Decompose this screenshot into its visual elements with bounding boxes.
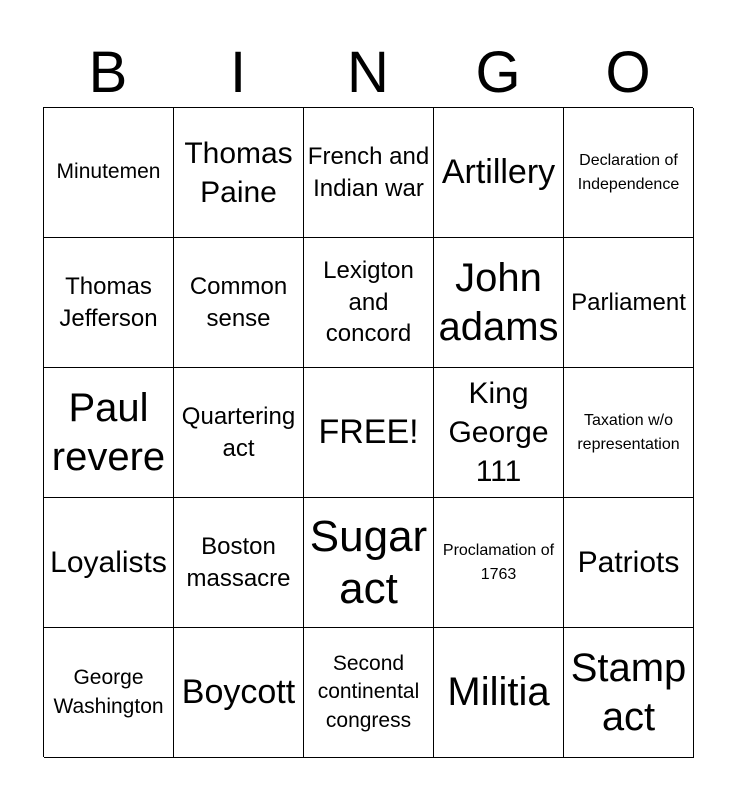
bingo-cell[interactable] [44,498,174,628]
cell-label: Lexigton and concord [323,256,414,348]
bingo-cell[interactable] [304,498,434,628]
bingo-cell[interactable] [434,108,564,238]
bingo-cell[interactable] [174,238,304,368]
cell-label: Thomas Paine [184,136,293,209]
cell-label: Declaration of Independence [577,152,680,193]
cell-label: French and Indian war [307,142,430,202]
bingo-cell[interactable] [564,238,694,368]
cell-label: Boycott [181,673,296,712]
free-space-label: FREE! [318,413,419,452]
bingo-header [43,40,693,106]
bingo-cell[interactable] [304,628,434,758]
bingo-cell[interactable] [304,108,434,238]
cell-label: George Washington [53,666,164,718]
cell-label: Second continental congress [317,651,420,732]
cell-label: Stamp act [570,645,687,739]
bingo-cell[interactable] [434,238,564,368]
cell-label: Loyalists [50,546,167,579]
bingo-cell[interactable] [174,368,304,498]
bingo-cell[interactable] [174,498,304,628]
bingo-board [43,107,693,757]
cell-label: Minutemen [56,160,161,184]
bingo-cell[interactable] [564,108,694,238]
cell-label: John adams [438,255,559,349]
cell-label: Proclamation of 1763 [442,542,555,583]
cell-label: Parliament [571,288,686,316]
bingo-cell[interactable] [434,628,564,758]
cell-label: Artillery [441,153,556,192]
bingo-cell[interactable] [174,108,304,238]
bingo-cell[interactable] [434,498,564,628]
bingo-cell[interactable] [434,368,564,498]
header-letter-n: N [347,40,389,105]
cell-label: Taxation w/o representation [577,412,680,453]
cell-label: Sugar act [309,512,428,613]
cell-label: Patriots [577,546,680,579]
bingo-cell[interactable] [44,108,174,238]
bingo-cell[interactable] [304,238,434,368]
header-letter-i: I [229,40,247,105]
cell-label: Quartering act [181,402,296,462]
bingo-cell[interactable] [564,628,694,758]
bingo-cell[interactable] [44,628,174,758]
cell-label: King George 111 [448,377,549,488]
free-space-cell[interactable] [304,368,434,498]
bingo-cell[interactable] [174,628,304,758]
cell-label: Boston massacre [186,532,291,592]
bingo-cell[interactable] [44,238,174,368]
bingo-cell[interactable] [564,498,694,628]
bingo-cell[interactable] [564,368,694,498]
cell-label: Thomas Jefferson [59,272,158,332]
header-letter-o: O [605,40,651,105]
cell-label: Paul revere [51,385,166,479]
header-letter-b: B [88,40,128,105]
cell-label: Common sense [189,272,288,332]
bingo-cell[interactable] [44,368,174,498]
header-letter-g: G [475,40,521,105]
cell-label: Militia [447,670,550,715]
